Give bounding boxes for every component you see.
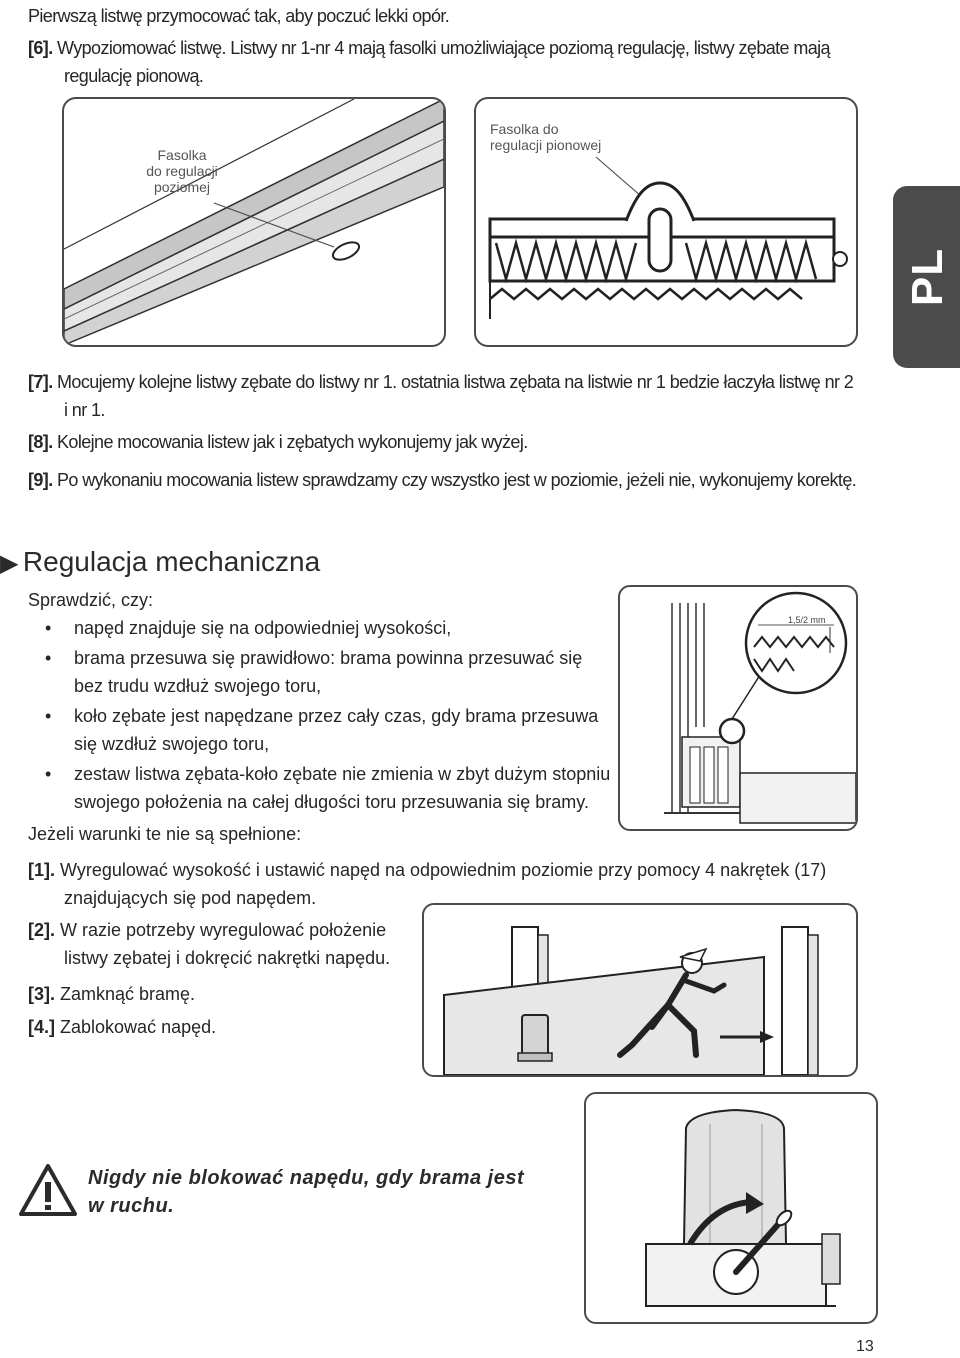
step-7-text: Mocujemy kolejne listwy zębate do listwy nr 1. ostatnia listwa zębata na listwie nr 1 bedzie łaczyła listwę nr 2 <box>57 372 854 392</box>
section-title: Regulacja mechaniczna <box>22 546 321 577</box>
vertical-slot-callout <box>490 121 601 153</box>
list-item: brama przesuwa się prawidłowo: brama powinna przesuwać się <box>74 648 583 668</box>
adjust-step-2-text-cont: listwy zębatej i dokręcić nakrętki napędu. <box>64 948 391 968</box>
adjust-step-3-text: Zamknąć bramę. <box>60 984 196 1004</box>
horizontal-slot-callout <box>122 147 242 195</box>
warning-line-2: w ruchu. <box>88 1195 175 1217</box>
page-number: 13 <box>856 1338 874 1355</box>
adjust-step-3 <box>28 980 195 1008</box>
callout-line: do regulacji <box>146 163 218 179</box>
step-6 <box>28 34 830 62</box>
gate-drawing <box>424 905 856 1075</box>
conditions-text: Jeżeli warunki te nie są spełnione: <box>28 824 302 844</box>
callout-line: Fasolka do <box>490 121 559 137</box>
gear-gap-figure <box>618 585 858 831</box>
step-7 <box>28 368 853 396</box>
check-intro: Sprawdzić, czy: <box>28 590 154 610</box>
release-lever-figure <box>584 1092 878 1324</box>
adjust-step-1-text-cont: znajdujących się pod napędem. <box>64 888 317 908</box>
list-item-cont: bez trudu wzdłuż swojego toru, <box>74 676 322 696</box>
drive-drawing <box>586 1094 876 1322</box>
adjust-step-1-number: [1]. <box>28 860 55 880</box>
adjust-step-4 <box>28 1013 216 1041</box>
step-6-text: Wypoziomować listwę. Listwy nr 1-nr 4 mają fasolki umożliwiające poziomą regulację, listwy zębate mają <box>57 38 830 58</box>
gate-closing-figure <box>422 903 858 1077</box>
step-7-text-cont: i nr 1. <box>64 400 105 420</box>
triangle-bullet-icon: ▶ <box>0 550 19 577</box>
list-item: napęd znajduje się na odpowiedniej wysokości, <box>74 618 452 638</box>
bullet-dot-icon: • <box>45 618 52 638</box>
rail-drawing <box>64 99 444 345</box>
language-tab-label: PL <box>903 247 952 307</box>
adjust-step-4-text: Zablokować napęd. <box>60 1017 217 1037</box>
adjust-step-4-number: [4.] <box>28 1017 55 1037</box>
step-9-number: [9]. <box>28 470 53 490</box>
callout-line: poziomej <box>153 179 211 195</box>
step-8-number: [8]. <box>28 432 53 452</box>
adjust-step-2-number: [2]. <box>28 920 55 940</box>
adjust-step-2 <box>28 916 386 944</box>
adjust-step-1-text: Wyregulować wysokość i ustawić napęd na odpowiednim poziomie przy pomocy 4 nakrętek (17) <box>60 860 827 880</box>
list-item-cont: swojego położenia na całej długości toru przesuwania się bramy. <box>74 792 589 812</box>
callout-line: regulacji pionowej <box>490 137 602 153</box>
adjust-step-3-number: [3]. <box>28 984 55 1004</box>
step-6-number: [6]. <box>28 38 53 58</box>
step-8-text: Kolejne mocowania listew jak i zębatych wykonujemy jak wyżej. <box>57 432 528 452</box>
adjust-step-1 <box>28 856 826 884</box>
step-6-text-cont: regulację pionową. <box>64 66 204 86</box>
language-tab <box>893 186 960 368</box>
list-item: koło zębate jest napędzane przez cały czas, gdy brama przesuwa <box>74 706 599 726</box>
bullet-dot-icon: • <box>45 706 52 726</box>
rack-slot-figure <box>474 97 858 347</box>
intro-line: Pierwszą listwę przymocować tak, aby poczuć lekki opór. <box>28 6 450 26</box>
adjust-step-2-text: W razie potrzeby wyregulować położenie <box>60 920 387 940</box>
bullet-dot-icon: • <box>45 648 52 668</box>
list-item: zestaw listwa zębata-koło zębate nie zmienia w zbyt dużym stopniu <box>74 764 611 784</box>
bullet-dot-icon: • <box>45 764 52 784</box>
warning-line-1: Nigdy nie blokować napędu, gdy brama jest <box>88 1167 525 1189</box>
step-9 <box>28 466 856 494</box>
warning-icon <box>18 1162 78 1223</box>
step-9-text: Po wykonaniu mocowania listew sprawdzamy czy wszystko jest w poziomie, jeżeli nie, wykonujemy korektę. <box>57 470 857 490</box>
step-8 <box>28 428 528 456</box>
step-7-number: [7]. <box>28 372 53 392</box>
rail-slot-figure <box>62 97 446 347</box>
callout-line: Fasolka <box>157 147 207 163</box>
list-item-cont: się wzdłuż swojego toru, <box>74 734 270 754</box>
gap-label: 1,5/2 mm <box>788 615 826 625</box>
section-heading <box>0 546 320 578</box>
